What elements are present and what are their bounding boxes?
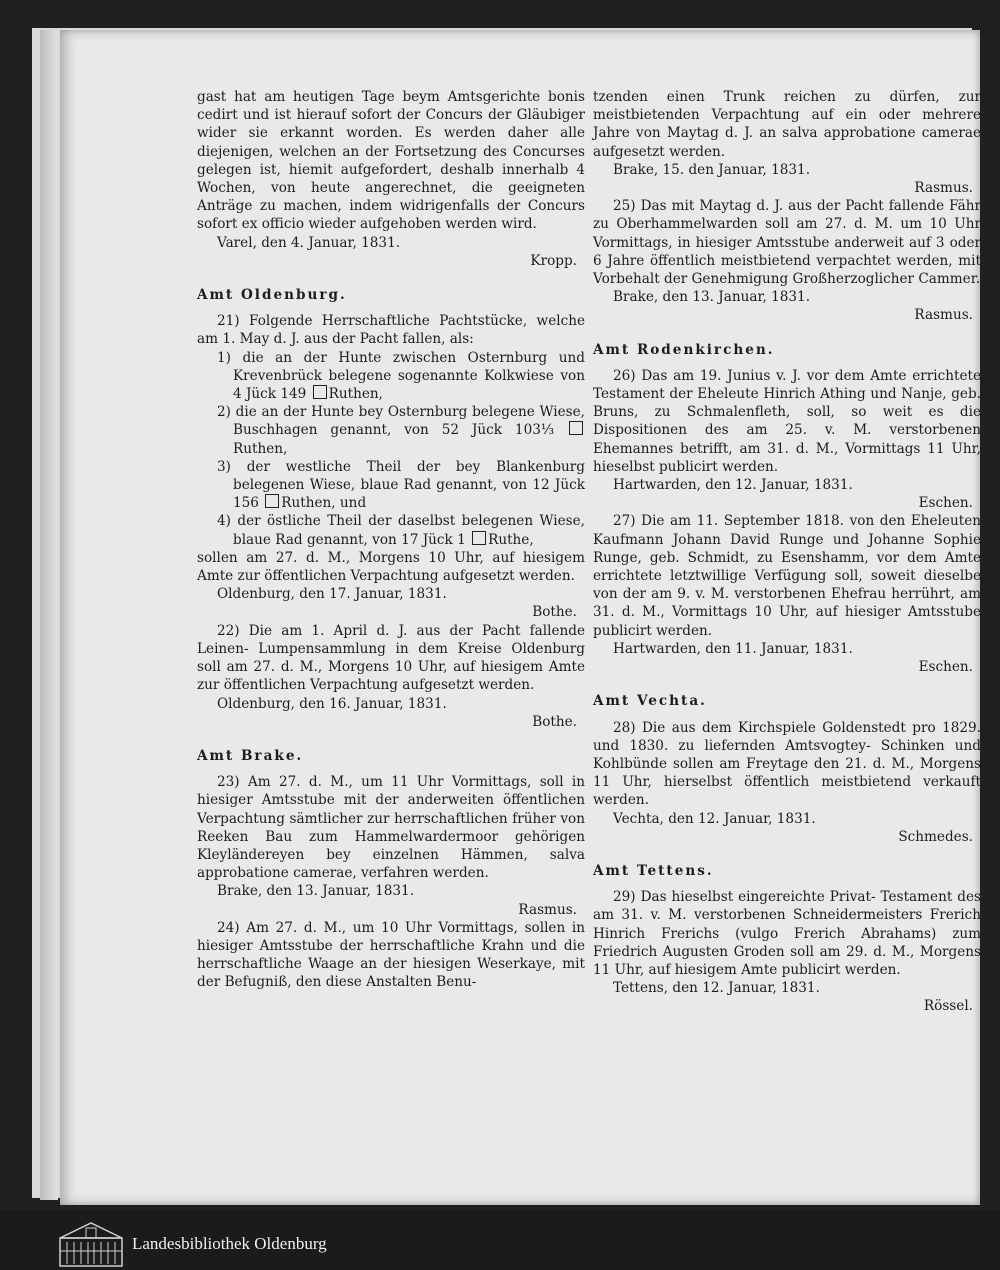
- notice-29: 29) Das hieselbst eingereichte Privat- Testament des am 31. v. M. verstorbenen Schneidermeisters Frerich Hinrich Frerichs (vulgo Frerich Abrahams) zum Friedrich Augusten Groden soll am 29. d. M., Morgens 11 Uhr, auf hiesigem Amte publicirt werden.: [593, 889, 981, 978]
- date-line: Oldenburg, den 16. Januar, 1831.: [217, 695, 447, 712]
- notice-26: 26) Das am 19. Junius v. J. vor dem Amte errichtete Testament der Eheleute Hinrich Athing und Nanje, geb. Bruns, zu Schmalenfleth, soll, so weit es die Dispositionen des am 25. v. M. verstorbenen Ehemannes betrifft, am 31. d. M., Vormittags 11 Uhr, hieselbst publicirt werden.: [593, 367, 981, 475]
- notice-25: 25) Das mit Maytag d. J. aus der Pacht fallende Fähr zu Oberhammelwarden soll am 27. d. M. um 10 Uhr Vormittags, in hiesiger Amtsstube anderweit auf 3 oder 6 Jahre öffentlich meistbietend verpachtet werden, mit Vorbehalt der Genehmigung Großherzoglicher Cammer.: [593, 198, 981, 288]
- notice-21-item-3: 3) der westliche Theil der bey Blankenburg belegenen Wiese, blaue Rad genannt, von 12 Jück 156 Ruthen, und: [217, 458, 585, 512]
- notice-21-item-2: 2) die an der Hunte bey Osternburg belegene Wiese, Buschhagen genannt, von 52 Jück 103⅓ Ruthen,: [217, 404, 585, 457]
- date-line: Brake, den 13. Januar, 1831.: [613, 289, 811, 306]
- signature: Kropp.: [530, 252, 577, 269]
- date-line: Hartwarden, den 11. Januar, 1831.: [613, 640, 853, 657]
- left-column: [197, 88, 585, 992]
- signature: Rasmus.: [518, 901, 577, 918]
- signature: Eschen.: [918, 495, 973, 512]
- date-line: Brake, den 13. Januar, 1831.: [217, 883, 415, 900]
- date-line: Oldenburg, den 17. Januar, 1831.: [217, 586, 447, 603]
- signature: Eschen.: [918, 659, 973, 676]
- notice-21-item-1: 1) die an der Hunte zwischen Osternburg und Krevenbrück belegene sogenannte Kolkwiese von 4 Jück 149 Ruthen,: [217, 349, 585, 403]
- section-heading-tettens: Amt Tettens.: [593, 862, 714, 879]
- paragraph-continued: gast hat am heutigen Tage beym Amtsgerichte bonis cedirt und ist hierauf sofort der Concurs der Gläubiger wider sie erkannt worden. Es werden daher alle diejenigen, welchen an der Fortsetzung des Concurses gelegen ist, hiemit aufgefordert, deshalb innerhalb 4 Wochen, von heute angerechnet, die geeigneten Anträge zu machen, indem widrigenfalls der Concurs sofort ex officio wieder aufgehoben werden wird.: [197, 89, 585, 233]
- square-ruthen-symbol: [313, 385, 327, 399]
- notice-27: 27) Die am 11. September 1818. von den Eheleuten Kaufmann Johann David Runge und Johanne Sophie Runge, geb. Schmidt, zu Esenshamm, vor dem Amte errichtete letztwillige Verfügung soll, soweit dieselbe von der am 9. v. M. verstorbenen Ehefrau herrührt, am 31. d. M., Vormittags 10 Uhr, auf hiesiger Amtsstube publicirt werden.: [593, 513, 981, 639]
- notice-22: 22) Die am 1. April d. J. aus der Pacht fallende Leinen- Lumpensammlung in dem Kreise Oldenburg soll am 27. d. M., Morgens 10 Uhr, auf hiesigem Amte zur öffentlichen Verpachtung aufgesetzt werden.: [197, 622, 585, 694]
- section-heading-oldenburg: Amt Oldenburg.: [197, 287, 347, 304]
- library-name: Landesbibliothek Oldenburg: [132, 1234, 327, 1253]
- notice-21-rest: sollen am 27. d. M., Morgens 10 Uhr, auf hiesigem Amte zur öffentlichen Verpachtung aufgesetzt werden.: [197, 549, 585, 585]
- date-line: Brake, 15. den Januar, 1831.: [613, 161, 811, 178]
- date-line: Varel, den 4. Januar, 1831.: [217, 234, 401, 251]
- signature: Schmedes.: [898, 828, 973, 845]
- notice-21-item-4: 4) der östliche Theil der daselbst belegenen Wiese, blaue Rad genannt, von 17 Jück 1 Ruthe,: [217, 513, 585, 548]
- square-ruthen-symbol: [472, 531, 486, 545]
- signature: Bothe.: [532, 713, 577, 730]
- right-column: [593, 88, 981, 1016]
- notice-23: 23) Am 27. d. M., um 11 Uhr Vormittags, soll in hiesiger Amtsstube mit der anderweiten öffentlichen Verpachtung sämtlicher zur herrschaftlichen früher von Reeken Bau zum Hammelwardermoor gehörigen Kleyländereyen bey einzelnen Hämmen, salva approbatione camerae, verfahren werden.: [197, 774, 585, 882]
- signature: Bothe.: [532, 604, 577, 621]
- section-heading-vechta: Amt Vechta.: [593, 693, 707, 710]
- date-line: Tettens, den 12. Januar, 1831.: [613, 980, 820, 997]
- signature: Rasmus.: [914, 307, 973, 324]
- square-ruthen-symbol: [265, 494, 279, 508]
- notice-24-start: 24) Am 27. d. M., um 10 Uhr Vormittags, sollen in hiesiger Amtsstube der herrschaftliche Krahn und die herrschaftliche Waage an der hiesigen Weserkaye, mit der Befugniß, den diese Anstalten Benu-: [197, 919, 585, 991]
- page-edge-shadow: [40, 30, 58, 1200]
- signature: Rössel.: [923, 998, 973, 1015]
- date-line: Hartwarden, den 12. Januar, 1831.: [613, 477, 853, 494]
- date-line: Vechta, den 12. Januar, 1831.: [613, 810, 816, 827]
- signature: Rasmus.: [914, 180, 973, 197]
- notice-21-intro: 21) Folgende Herrschaftliche Pachtstücke, welche am 1. May d. J. aus der Pacht fallen, als:: [197, 313, 585, 348]
- library-building-icon: [58, 1220, 124, 1268]
- section-heading-rodenkirchen: Amt Rodenkirchen.: [593, 341, 775, 358]
- section-heading-brake: Amt Brake.: [197, 747, 304, 764]
- notice-24-end: tzenden einen Trunk reichen zu dürfen, zur meistbietenden Verpachtung auf ein oder mehrere Jahre von Maytag d. J. an salva approbatione camerae aufgesetzt werden.: [593, 89, 981, 160]
- square-ruthen-symbol: [569, 421, 583, 435]
- notice-28: 28) Die aus dem Kirchspiele Goldenstedt pro 1829. und 1830. zu liefernden Amtsvogtey- Schinken und Kohlbünde sollen am Freytage den 21. d. M., Morgens 11 Uhr, hierselbst öffentlich meistbietend verkauft werden.: [593, 719, 981, 809]
